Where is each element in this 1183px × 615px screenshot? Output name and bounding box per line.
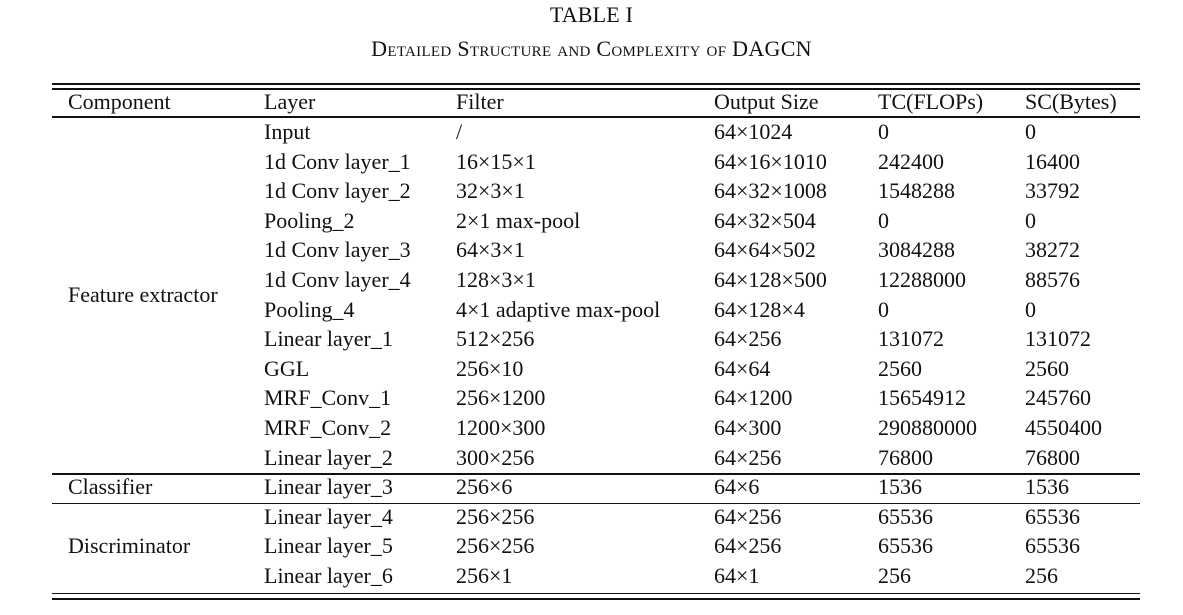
cell-layer: GGL: [264, 355, 310, 381]
group-rule: [52, 503, 1140, 505]
cell-tc: 0: [878, 296, 889, 322]
cell-layer: 1d Conv layer_4: [264, 267, 411, 292]
cell-tc: 76800: [878, 444, 933, 470]
cell-output-size: 64×256: [714, 326, 782, 352]
cell-tc: 2560: [878, 355, 922, 381]
cell-layer: Linear layer_5: [264, 533, 393, 559]
cell-tc: 0: [878, 119, 889, 144]
cell-tc: 0: [878, 207, 889, 233]
cell-tc: 131072: [878, 326, 944, 352]
cell-layer: Pooling_4: [264, 296, 355, 322]
cell-output-size: 64×1024: [714, 119, 793, 144]
cell-output-size: 64×256: [714, 503, 782, 529]
cell-filter: 1200×300: [456, 415, 546, 440]
cell-tc: 1536: [878, 474, 922, 500]
header-component: Component: [68, 89, 171, 114]
cell-output-size: 64×1: [714, 563, 760, 588]
cell-sc: 0: [1025, 119, 1036, 144]
header-layer: Layer: [264, 89, 316, 114]
cell-filter: 4×1 adaptive max-pool: [456, 296, 661, 322]
cell-layer: 1d Conv layer_3: [264, 237, 411, 263]
cell-filter: 300×256: [456, 444, 535, 470]
cell-output-size: 64×64×502: [714, 237, 816, 263]
cell-layer: Pooling_2: [264, 207, 355, 233]
cell-sc: 1536: [1025, 474, 1069, 500]
cell-layer: 1d Conv layer_1: [264, 148, 411, 174]
cell-filter: 256×10: [456, 355, 524, 381]
bottom-rule-outer: [52, 598, 1140, 600]
cell-output-size: 64×32×1008: [714, 178, 827, 204]
component-label: Classifier: [68, 474, 153, 500]
cell-sc: 65536: [1025, 533, 1080, 559]
cell-tc: 242400: [878, 148, 944, 174]
cell-filter: 256×256: [456, 533, 535, 559]
cell-output-size: 64×6: [714, 474, 760, 500]
cell-layer: 1d Conv layer_2: [264, 178, 411, 204]
cell-output-size: 64×32×504: [714, 207, 816, 233]
cell-output-size: 64×300: [714, 415, 782, 440]
cell-filter: 256×1200: [456, 385, 546, 411]
cell-output-size: 64×128×500: [714, 267, 827, 292]
cell-layer: Linear layer_4: [264, 503, 393, 529]
cell-sc: 0: [1025, 296, 1036, 322]
cell-filter: /: [456, 119, 463, 144]
cell-filter: 2×1 max-pool: [456, 207, 581, 233]
cell-layer: Linear layer_1: [264, 326, 393, 352]
cell-filter: 256×6: [456, 474, 513, 500]
header-tc: TC(FLOPs): [878, 89, 984, 114]
cell-layer: MRF_Conv_1: [264, 385, 392, 411]
cell-sc: 88576: [1025, 267, 1080, 292]
header-rule: [52, 116, 1140, 118]
cell-layer: Linear layer_3: [264, 474, 393, 500]
component-label: Feature extractor: [68, 281, 218, 307]
cell-tc: 3084288: [878, 237, 955, 263]
header-sc: SC(Bytes): [1025, 89, 1117, 114]
header-filter: Filter: [456, 89, 504, 114]
cell-layer: MRF_Conv_2: [264, 415, 392, 440]
cell-output-size: 64×128×4: [714, 296, 805, 322]
cell-layer: Input: [264, 119, 311, 144]
cell-tc: 1548288: [878, 178, 955, 204]
bottom-rule-inner: [52, 593, 1140, 595]
cell-sc: 2560: [1025, 355, 1069, 381]
cell-output-size: 64×256: [714, 444, 782, 470]
cell-tc: 15654912: [878, 385, 966, 411]
cell-filter: 256×256: [456, 503, 535, 529]
cell-tc: 12288000: [878, 267, 966, 292]
cell-sc: 0: [1025, 207, 1036, 233]
cell-sc: 131072: [1025, 326, 1091, 352]
cell-tc: 256: [878, 563, 911, 588]
group-rule: [52, 473, 1140, 475]
cell-tc: 65536: [878, 503, 933, 529]
cell-layer: Linear layer_2: [264, 444, 393, 470]
cell-tc: 65536: [878, 533, 933, 559]
component-label: Discriminator: [68, 533, 191, 559]
cell-sc: 16400: [1025, 148, 1080, 174]
cell-sc: 245760: [1025, 385, 1091, 411]
cell-tc: 290880000: [878, 415, 977, 440]
cell-filter: 128×3×1: [456, 267, 536, 292]
cell-filter: 16×15×1: [456, 148, 536, 174]
cell-filter: 256×1: [456, 563, 513, 588]
cell-output-size: 64×64: [714, 355, 771, 381]
cell-output-size: 64×1200: [714, 385, 793, 411]
table-caption: Detailed Structure and Complexity of DAGCN: [371, 36, 812, 61]
cell-output-size: 64×256: [714, 533, 782, 559]
cell-sc: 4550400: [1025, 415, 1102, 440]
table-number: TABLE I: [549, 2, 634, 27]
cell-layer: Linear layer_6: [264, 563, 393, 588]
cell-sc: 65536: [1025, 503, 1080, 529]
cell-sc: 256: [1025, 563, 1058, 588]
cell-filter: 32×3×1: [456, 178, 525, 204]
cell-sc: 33792: [1025, 178, 1080, 204]
cell-sc: 76800: [1025, 444, 1080, 470]
cell-filter: 64×3×1: [456, 237, 525, 263]
top-rule-outer: [52, 83, 1140, 85]
header-output-size: Output Size: [714, 89, 819, 114]
cell-output-size: 64×16×1010: [714, 148, 827, 174]
cell-sc: 38272: [1025, 237, 1080, 263]
cell-filter: 512×256: [456, 326, 535, 352]
